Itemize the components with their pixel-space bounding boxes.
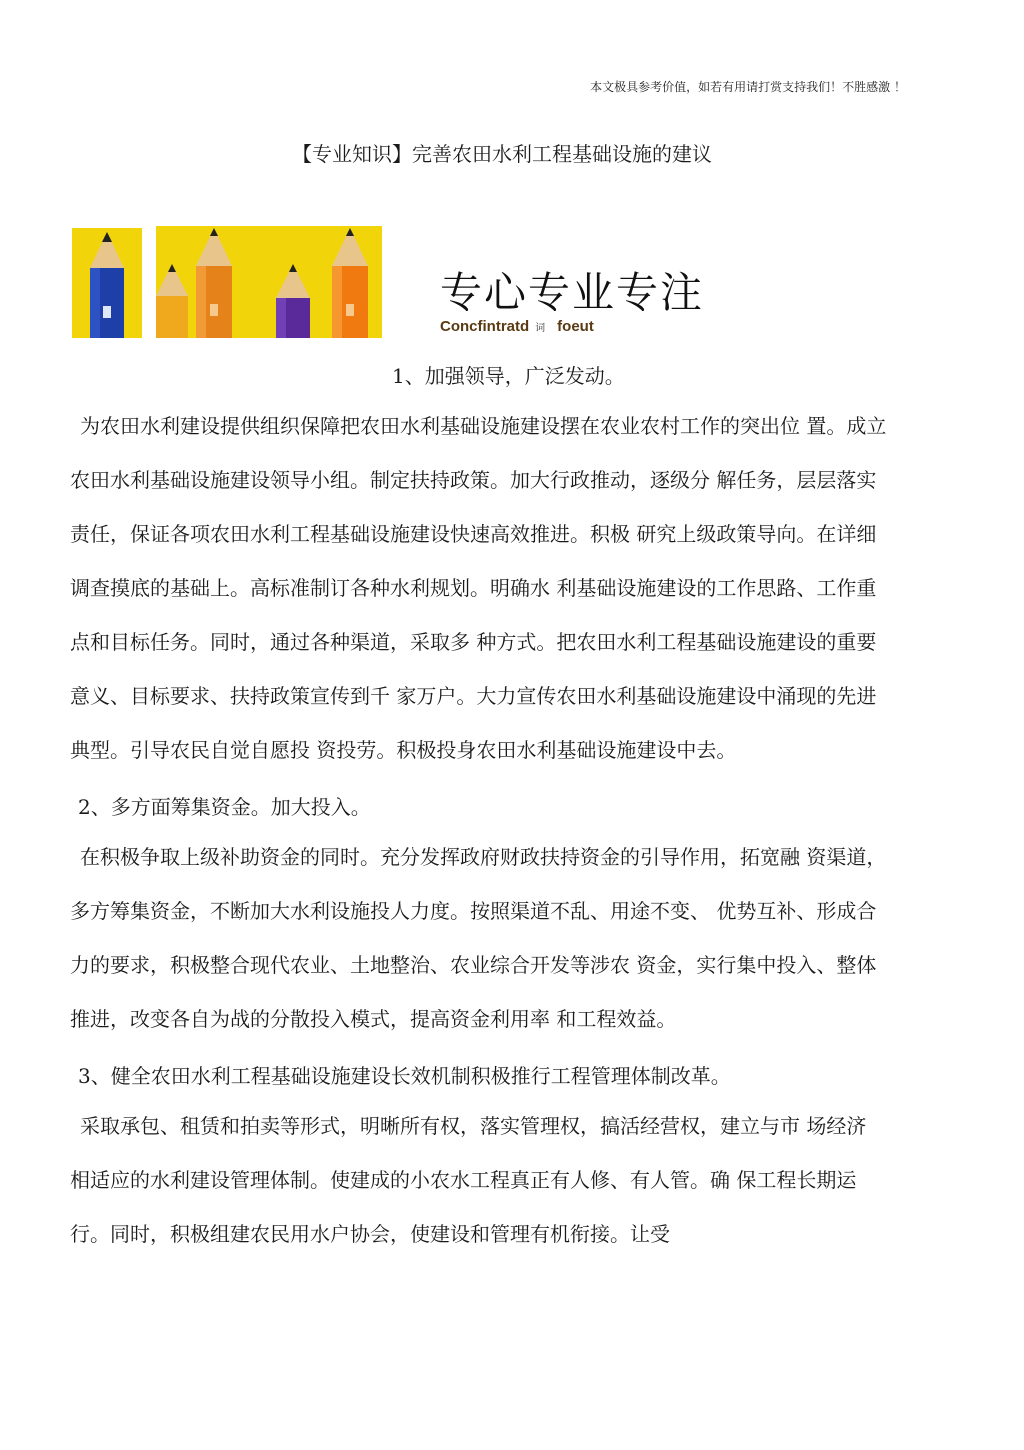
document-title: 【专业知识】完善农田水利工程基础设施的建议 — [292, 142, 712, 166]
section-3-heading: 3、健全农田水利工程基础设施建设长效机制积极推行工程管理体制改革。 — [78, 1064, 731, 1088]
body-line: 点和目标任务。同时，通过各种渠道，采取多 种方式。把农田水利工程基础设施建设的重要 — [70, 630, 877, 654]
section-1-heading: 1、加强领导，广泛发动。 — [392, 364, 625, 388]
body-line: 为农田水利建设提供组织保障把农田水利基础设施建设摆在农业农村工作的突出位 置。成立 — [80, 414, 887, 438]
body-line: 农田水利基础设施建设领导小组。制定扶持政策。加大行政推动，逐级分 解任务，层层落实 — [70, 468, 877, 492]
body-line: 多方筹集资金，不断加大水利设施投人力度。按照渠道不乱、用途不变、 优势互补、形成合 — [70, 899, 877, 923]
section-3-body — [70, 1099, 866, 1261]
body-line: 责任，保证各项农田水利工程基础设施建设快速高效推进。积极 研究上级政策导向。在详细 — [70, 522, 877, 546]
body-line: 推进，改变各自为战的分散投入模式，提高资金利用率 和工程效益。 — [70, 1007, 677, 1031]
pencil-image-group — [156, 226, 382, 338]
slogan-english-part2: foeut — [557, 318, 594, 335]
slogan-english-part1: Concfintratd — [440, 318, 530, 335]
section-2-body — [70, 830, 886, 1046]
body-line: 调查摸底的基础上。高标准制订各种水利规划。明确水 利基础设施建设的工作思路、工作重 — [70, 576, 877, 600]
body-line: 力的要求，积极整合现代农业、土地整治、农业综合开发等涉农 资金，实行集中投入、整体 — [70, 953, 877, 977]
body-line: 行。同时，积极组建农民用水户协会，使建设和管理有机衔接。让受 — [70, 1222, 670, 1246]
section-2-heading: 2、多方面筹集资金。加大投入。 — [78, 795, 371, 819]
header-notice: 本文极具参考价值，如若有用请打赏支持我们！不胜感激 ！ — [590, 80, 906, 94]
pencil-image-single — [72, 228, 142, 338]
slogan-english-mid: 词 — [535, 323, 546, 334]
body-line: 采取承包、租赁和拍卖等形式，明晰所有权，落实管理权，搞活经营权，建立与市 场经济 — [80, 1114, 867, 1138]
slogan-chinese: 专心专业专注 — [440, 268, 705, 317]
body-line: 典型。引导农民自觉自愿投 资投劳。积极投身农田水利基础设施建设中去。 — [70, 738, 737, 762]
slogan-english — [440, 318, 594, 335]
body-line: 在积极争取上级补助资金的同时。充分发挥政府财政扶持资金的引导作用，拓宽融 资渠道， — [80, 845, 887, 869]
banner — [72, 226, 732, 340]
body-line: 相适应的水利建设管理体制。使建成的小农水工程真正有人修、有人管。确 保工程长期运 — [70, 1168, 857, 1192]
body-line: 意义、目标要求、扶持政策宣传到千 家万户。大力宣传农田水利基础设施建设中涌现的先进 — [70, 684, 877, 708]
section-1-body — [70, 399, 886, 777]
